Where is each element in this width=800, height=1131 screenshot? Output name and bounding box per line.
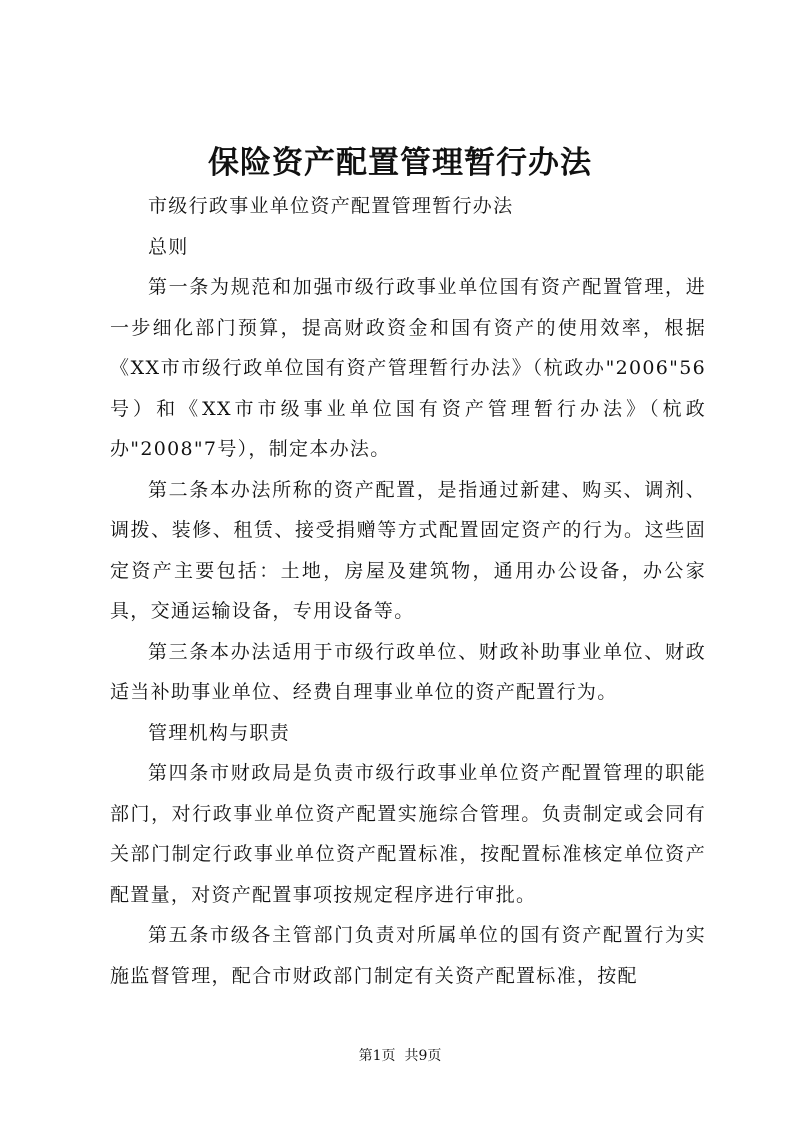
paragraph-article-4: 第四条市财政局是负责市级行政事业单位资产配置管理的职能部门，对行政事业单位资产配置实施综合管理。负责制定或会同有关部门制定行政事业单位资产配置标准，按配置标准核定单位资产配置量，对资产配置事项按规定程序进行审批。 (110, 762, 706, 906)
section-heading-general: 总则 (148, 235, 189, 258)
document-title: 保险资产配置管理暂行办法 (208, 145, 592, 181)
page-total: 共9页 (404, 1048, 442, 1064)
page-footer (0, 1046, 800, 1066)
paragraph-article-1: 第一条为规范和加强市级行政事业单位国有资产配置管理，进一步细化部门预算，提高财政资金和国有资产的使用效率，根据《XX市市级行政单位国有资产管理暂行办法》（杭政办"2006"56号）和《XX市市级事业单位国有资产管理暂行办法》（杭政办"2008"7号），制定本办法。 (110, 276, 706, 460)
section-heading-management: 管理机构与职责 (148, 721, 291, 744)
paragraph-subtitle: 市级行政事业单位资产配置管理暂行办法 (148, 195, 514, 217)
paragraph-article-3: 第三条本办法适用于市级行政单位、财政补助事业单位、财政适当补助事业单位、经费自理事业单位的资产配置行为。 (110, 640, 706, 703)
paragraph-article-2: 第二条本办法所称的资产配置，是指通过新建、购买、调剂、调拨、装修、租赁、接受捐赠等方式配置固定资产的行为。这些固定资产主要包括：土地，房屋及建筑物，通用办公设备，办公家具，交通运输设备，专用设备等。 (110, 478, 706, 622)
paragraph-article-5: 第五条市级各主管部门负责对所属单位的国有资产配置行为实施监督管理，配合市财政部门制定有关资产配置标准，按配 (110, 924, 706, 987)
page-number: 第1页 (358, 1048, 396, 1064)
document-body (110, 186, 706, 996)
